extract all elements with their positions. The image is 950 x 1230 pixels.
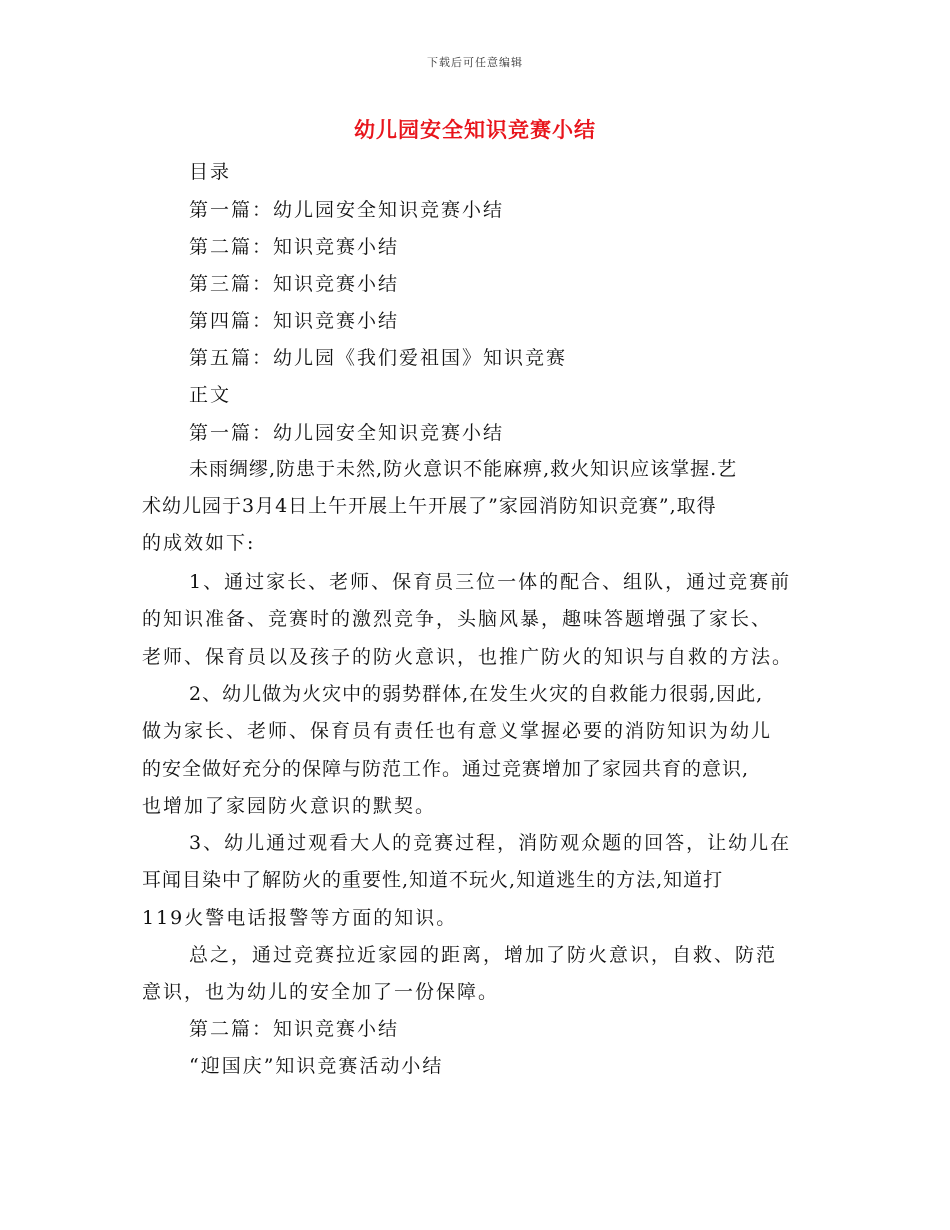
point2-line: 的安全做好充分的保障与防范工作。通过竞赛增加了家园共育的意识, [142, 758, 750, 780]
toc-item: 第一篇：幼儿园安全知识竞赛小结 [189, 199, 505, 221]
point3-line: 119火警电话报警等方面的知识。 [142, 907, 458, 929]
part2-subtitle: “迎国庆”知识竞赛活动小结 [189, 1055, 444, 1077]
part1-title: 第一篇：幼儿园安全知识竞赛小结 [189, 422, 505, 444]
header-note: 下载后可任意编辑 [427, 56, 523, 69]
toc-item: 第二篇：知识竞赛小结 [189, 236, 400, 258]
intro-line: 的成效如下: [142, 532, 256, 554]
point2-line: 也增加了家园防火意识的默契。 [142, 795, 437, 817]
toc-item: 第四篇：知识竞赛小结 [189, 310, 400, 332]
point1-line: 的知识准备、竞赛时的激烈竞争，头脑风暴，趣味答题增强了家长、 [142, 608, 773, 630]
intro-line: 未雨绸缪,防患于未然,防火意识不能麻痹,救火知识应该掌握.艺 [189, 458, 738, 480]
body-heading: 正文 [189, 384, 232, 406]
toc-heading: 目录 [189, 161, 232, 183]
document-title: 幼儿园安全知识竞赛小结 [354, 117, 596, 142]
part2-title: 第二篇：知识竞赛小结 [189, 1018, 400, 1040]
point3-line: 3、幼儿通过观看大人的竞赛过程，消防观众题的回答，让幼儿在 [189, 832, 792, 854]
point2-line: 做为家长、老师、保育员有责任也有意义掌握必要的消防知识为幼儿 [142, 720, 773, 742]
toc-item: 第三篇：知识竞赛小结 [189, 273, 400, 295]
summary-line: 意识，也为幼儿的安全加了一份保障。 [142, 981, 500, 1003]
summary-line: 总之，通过竞赛拉近家园的距离，增加了防火意识，自救、防范 [189, 944, 778, 966]
point1-line: 老师、保育员以及孩子的防火意识，也推广防火的知识与自救的方法。 [142, 646, 794, 668]
toc-item: 第五篇：幼儿园《我们爱祖国》知识竞赛 [189, 347, 568, 369]
intro-line: 术幼儿园于3月4日上午开展上午开展了”家园消防知识竞赛”,取得 [142, 495, 717, 517]
point3-line: 耳闻目染中了解防火的重要性,知道不玩火,知道逃生的方法,知道打 [142, 869, 724, 891]
point1-line: 1、通过家长、老师、保育员三位一体的配合、组队，通过竞赛前 [189, 571, 792, 593]
point2-line: 2、幼儿做为火灾中的弱势群体,在发生火灾的自救能力很弱,因此, [189, 683, 764, 705]
